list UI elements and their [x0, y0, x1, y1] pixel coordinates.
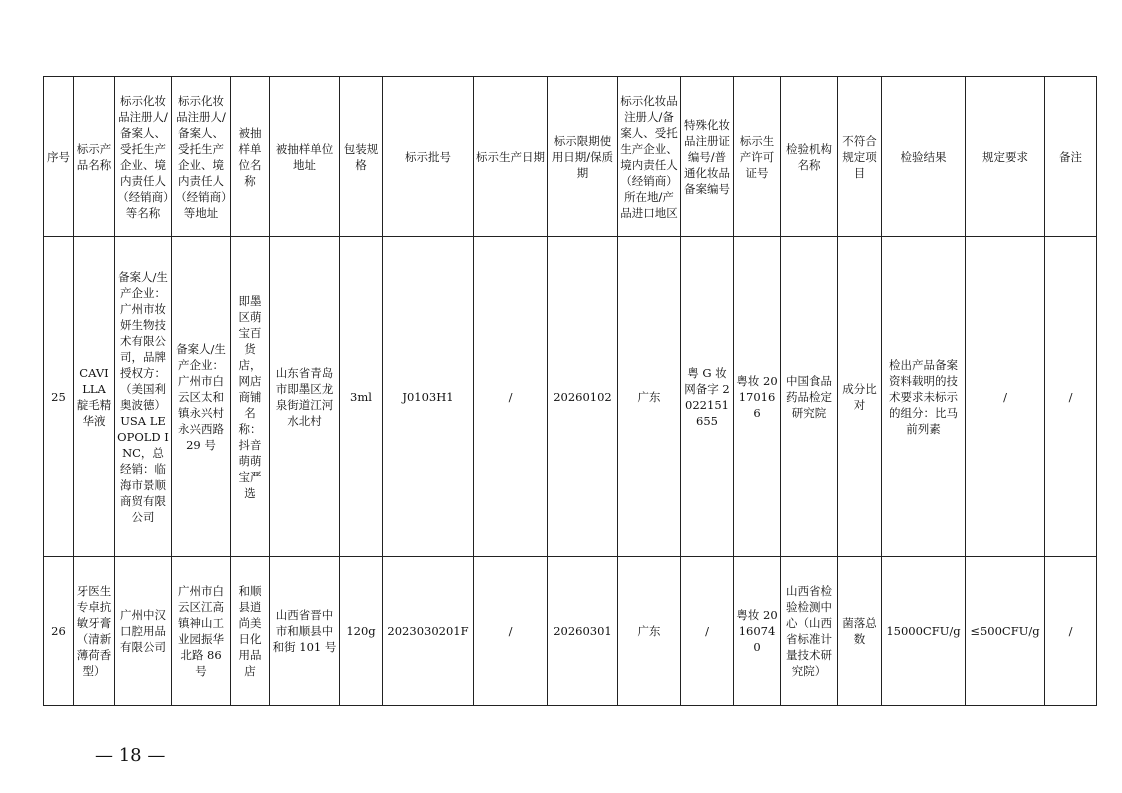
header-production-date: 标示生产日期 — [474, 77, 548, 237]
cell-product-name: CAVILLA 靛毛精华液 — [74, 237, 115, 557]
cell-lab: 山西省检验检测中心（山西省标准计量技术研究院） — [781, 557, 838, 706]
cell-result: 检出产品备案资料载明的技术要求未标示的组分：比马前列素 — [882, 237, 966, 557]
header-special-registration: 特殊化妆品注册证编号/普通化妆品备案编号 — [681, 77, 734, 237]
cell-expiry: 20260301 — [548, 557, 618, 706]
cell-registrant: 备案人/生产企业：广州市妆妍生物技术有限公司，品牌授权方：（美国利奥波德）USA LEOPOLD INC，总经销：临海市景顺商贸有限公司 — [115, 237, 172, 557]
cell-license: 粤妆 20160740 — [734, 557, 781, 706]
header-product-name: 标示产品名称 — [74, 77, 115, 237]
header-registrant: 标示化妆品注册人/备案人、受托生产企业、境内责任人（经销商）等名称 — [115, 77, 172, 237]
cell-region: 广东 — [618, 237, 681, 557]
header-expiry: 标示限期使用日期/保质期 — [548, 77, 618, 237]
header-region: 标示化妆品注册人/备案人、受托生产企业、境内责任人（经销商）所在地/产品进口地区 — [618, 77, 681, 237]
header-failed-item: 不符合规定项目 — [838, 77, 882, 237]
cell-requirement: / — [966, 237, 1045, 557]
cell-registrant-address: 广州市白云区江高镇神山工业园振华北路 86 号 — [172, 557, 231, 706]
table-header-row — [44, 77, 1097, 237]
header-package: 包装规格 — [340, 77, 383, 237]
header-remark: 备注 — [1045, 77, 1097, 237]
cell-failed-item: 菌落总数 — [838, 557, 882, 706]
header-requirement: 规定要求 — [966, 77, 1045, 237]
cell-batch: 2023030201F — [383, 557, 474, 706]
table-row — [44, 237, 1097, 557]
cell-seq: 26 — [44, 557, 74, 706]
cell-production-date: / — [474, 237, 548, 557]
cell-license: 粤妆 20170166 — [734, 237, 781, 557]
cell-remark: / — [1045, 237, 1097, 557]
cell-sampled-address: 山东省青岛市即墨区龙泉街道江河水北村 — [270, 237, 340, 557]
cell-failed-item: 成分比对 — [838, 237, 882, 557]
table-row — [44, 557, 1097, 706]
cell-special-registration: 粤 G 妆网备字 2022151655 — [681, 237, 734, 557]
header-seq: 序号 — [44, 77, 74, 237]
cell-batch: J0103H1 — [383, 237, 474, 557]
header-registrant-address: 标示化妆品注册人/备案人、受托生产企业、境内责任人（经销商）等地址 — [172, 77, 231, 237]
cell-sampled-unit: 即墨区萌宝百货店，网店商铺名称：抖音萌萌宝严选 — [231, 237, 270, 557]
cell-product-name: 牙医生专卓抗敏牙膏（清新薄荷香型） — [74, 557, 115, 706]
cell-registrant-address: 备案人/生产企业：广州市白云区太和镇永兴村永兴西路 29 号 — [172, 237, 231, 557]
header-sampled-address: 被抽样单位地址 — [270, 77, 340, 237]
cell-sampled-unit: 和顺县逍尚美日化用品店 — [231, 557, 270, 706]
cell-sampled-address: 山西省晋中市和顺县中和街 101 号 — [270, 557, 340, 706]
cell-region: 广东 — [618, 557, 681, 706]
cell-production-date: / — [474, 557, 548, 706]
cell-result: 15000CFU/g — [882, 557, 966, 706]
cell-package: 3ml — [340, 237, 383, 557]
cell-special-registration: / — [681, 557, 734, 706]
inspection-table — [43, 76, 1097, 706]
cell-package: 120g — [340, 557, 383, 706]
header-lab: 检验机构名称 — [781, 77, 838, 237]
header-result: 检验结果 — [882, 77, 966, 237]
cell-remark: / — [1045, 557, 1097, 706]
cell-seq: 25 — [44, 237, 74, 557]
header-license: 标示生产许可证号 — [734, 77, 781, 237]
cell-registrant: 广州中汉口腔用品有限公司 — [115, 557, 172, 706]
cell-expiry: 20260102 — [548, 237, 618, 557]
page-number: — 18 — — [95, 745, 166, 766]
cell-requirement: ≤500CFU/g — [966, 557, 1045, 706]
cell-lab: 中国食品药品检定研究院 — [781, 237, 838, 557]
header-sampled-unit: 被抽样单位名称 — [231, 77, 270, 237]
header-batch: 标示批号 — [383, 77, 474, 237]
